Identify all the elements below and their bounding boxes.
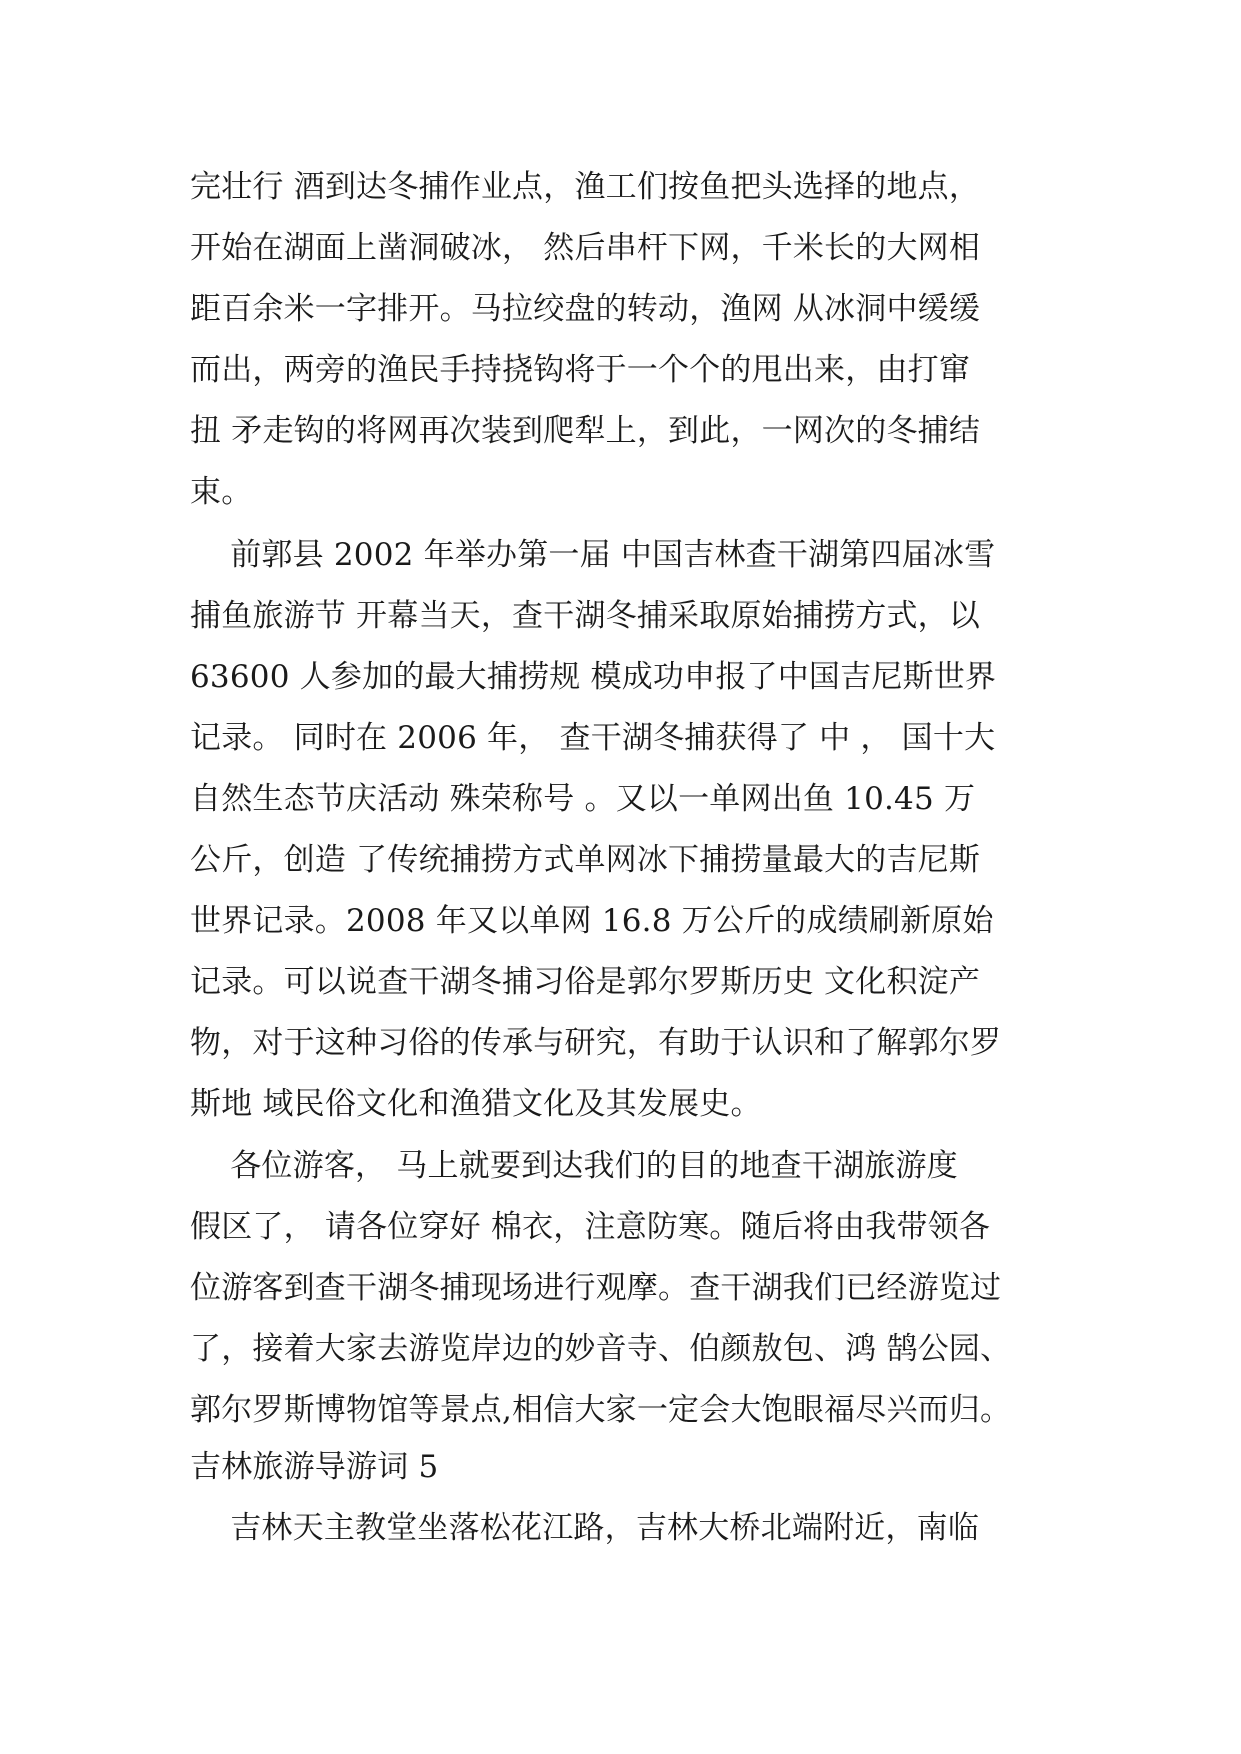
text-line: 吉林天主教堂坐落松花江路，吉林大桥北端附近，南临: [190, 1510, 980, 1546]
text-line: 开始在湖面上凿洞破冰， 然后串杆下网，千米长的大网相: [190, 230, 981, 266]
text-line: 而出，两旁的渔民手持挠钩将于一个个的甩出来，由打窜: [190, 352, 970, 388]
text-line: 公斤，创造 了传统捕捞方式单网冰下捕捞量最大的吉尼斯: [190, 842, 981, 878]
text-line: 记录。 同时在 2006 年， 查干湖冬捕获得了 中 ， 国十大: [190, 720, 996, 756]
text-line: 前郭县 2002 年举办第一届 中国吉林查干湖第四届冰雪: [190, 537, 996, 573]
text-line: 了，接着大家去游览岸边的妙音寺、伯颜敖包、鸿 鹄公园、: [190, 1331, 1012, 1367]
text-line: 位游客到查干湖冬捕现场进行观摩。查干湖我们已经游览过: [190, 1270, 1002, 1306]
paragraph-1: [190, 157, 1060, 523]
text-line: 63600 人参加的最大捕捞规 模成功申报了中国吉尼斯世界: [190, 659, 997, 695]
paragraph-2: [190, 525, 1060, 1135]
paragraph-4: [190, 1498, 1060, 1559]
section-heading: [190, 1437, 1060, 1498]
text-line: 自然生态节庆活动 殊荣称号 。又以一单网出鱼 10.45 万: [190, 781, 976, 817]
text-line: 斯地 域民俗文化和渔猎文化及其发展史。: [190, 1086, 762, 1122]
text-line: 郭尔罗斯博物馆等景点,相信大家一定会大饱眼福尽兴而归。: [190, 1392, 1012, 1428]
text-line: 完壮行 酒到达冬捕作业点，渔工们按鱼把头选择的地点，: [190, 169, 981, 205]
text-line: 世界记录。2008 年又以单网 16.8 万公斤的成绩刷新原始: [190, 903, 994, 939]
text-line: 各位游客， 马上就要到达我们的目的地查干湖旅游度: [190, 1148, 958, 1184]
text-line: 物，对于这种习俗的传承与研究，有助于认识和了解郭尔罗: [190, 1025, 1002, 1061]
text-line: 束。: [190, 474, 253, 510]
section-heading-text: 吉林旅游导游词 5: [190, 1449, 439, 1485]
text-line: 记录。可以说查干湖冬捕习俗是郭尔罗斯历史 文化积淀产: [190, 964, 981, 1000]
text-line: 假区了， 请各位穿好 棉衣，注意防寒。随后将由我带领各: [190, 1209, 991, 1245]
text-line: 扭 矛走钩的将网再次装到爬犁上，到此，一网次的冬捕结: [190, 413, 981, 449]
text-line: 捕鱼旅游节 开幕当天，查干湖冬捕采取原始捕捞方式，以: [190, 598, 981, 634]
text-line: 距百余米一字排开。马拉绞盘的转动，渔网 从冰洞中缓缓: [190, 291, 981, 327]
paragraph-3: [190, 1136, 1060, 1441]
